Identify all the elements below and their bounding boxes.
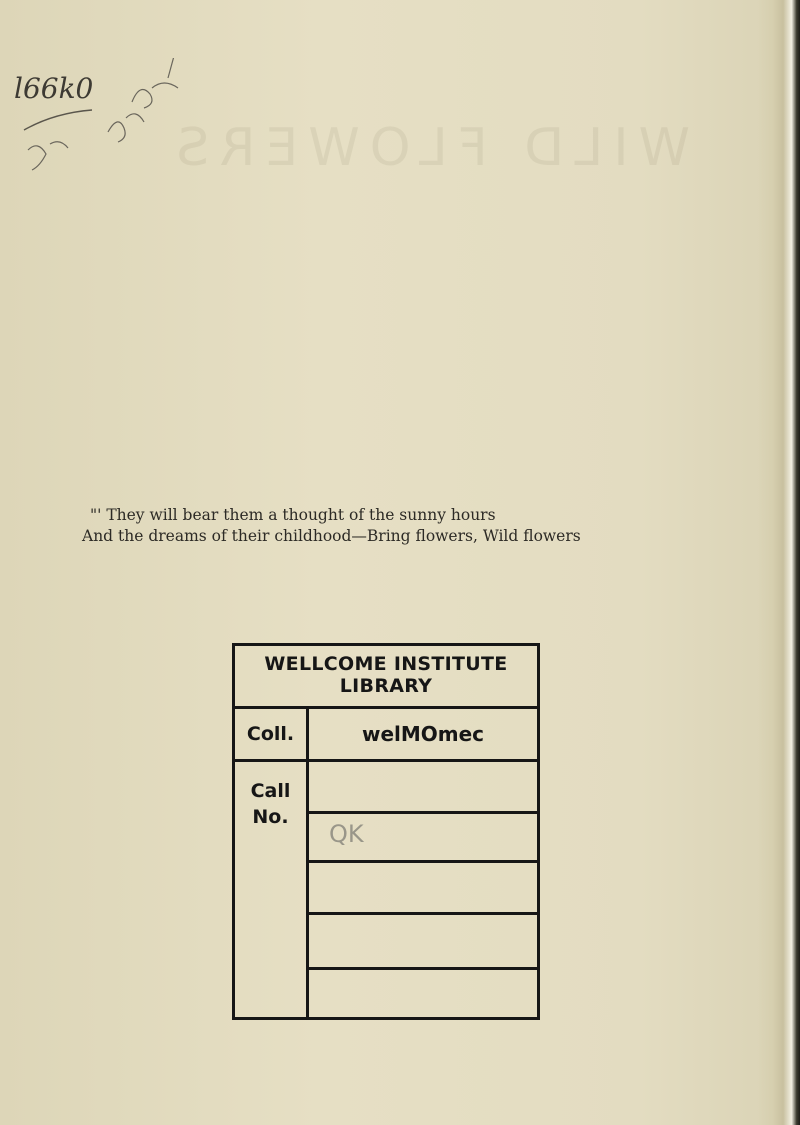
call-number-label xyxy=(232,759,309,1020)
caption-line-2: And the dreams of their childhood—Bring flowers, Wild flowers xyxy=(82,527,581,545)
call-number-box xyxy=(306,759,540,814)
coll-value: welMOmec xyxy=(306,706,540,762)
call-label-line-1: Call xyxy=(250,780,291,802)
shelf-mark-text: l66k0 xyxy=(14,72,94,105)
page-edge-shadow xyxy=(758,0,800,1125)
call-number-box xyxy=(306,912,540,970)
call-number-value: QK xyxy=(329,820,364,848)
label-header xyxy=(232,643,540,709)
caption-line-1: "' They will bear them a thought of the sunny hours xyxy=(90,506,496,524)
coll-row xyxy=(232,706,540,762)
call-number-box xyxy=(306,860,540,915)
call-label-line-2: No. xyxy=(252,806,289,828)
label-header-line-1: WELLCOME INSTITUTE xyxy=(264,653,508,675)
poem-caption xyxy=(82,505,702,547)
library-bookplate xyxy=(232,643,538,1015)
coll-label: Coll. xyxy=(232,706,309,762)
call-number-box xyxy=(306,811,540,863)
label-header-line-2: LIBRARY xyxy=(339,675,433,697)
bleed-through-text: WILD FLOWERS xyxy=(166,118,690,178)
call-number-box xyxy=(306,967,540,1020)
handwritten-shelf-mark xyxy=(14,58,204,188)
